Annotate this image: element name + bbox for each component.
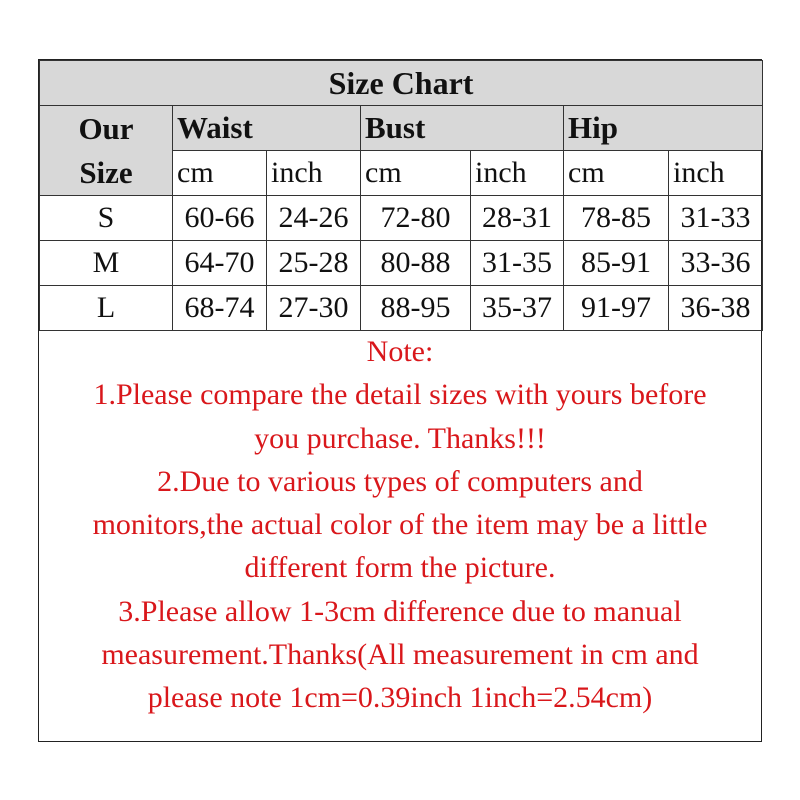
note-line: 3.Please allow 1-3cm difference due to manual — [118, 594, 682, 628]
size-label: L — [40, 286, 173, 331]
size-chart — [38, 59, 762, 742]
table-cell: 25-28 — [267, 241, 361, 286]
unit-header: cm — [173, 151, 267, 196]
note-line: 2.Due to various types of computers and — [157, 464, 643, 498]
group-header-bust: Bust — [361, 106, 564, 151]
table-cell: 33-36 — [669, 241, 763, 286]
note-line: please note 1cm=0.39inch 1inch=2.54cm) — [147, 681, 653, 715]
unit-header: cm — [564, 151, 669, 196]
table-cell: 91-97 — [564, 286, 669, 331]
table-cell: 72-80 — [361, 196, 471, 241]
unit-header: inch — [267, 151, 361, 196]
size-column-header — [40, 106, 173, 196]
size-header-line-2: Size — [79, 154, 133, 190]
size-label: S — [40, 196, 173, 241]
group-header-waist: Waist — [173, 106, 361, 151]
table-cell: 36-38 — [669, 286, 763, 331]
note-line: different form the picture. — [244, 551, 556, 585]
table-cell: 60-66 — [173, 196, 267, 241]
unit-header: inch — [669, 151, 763, 196]
group-header-hip: Hip — [564, 106, 763, 151]
table-cell: 78-85 — [564, 196, 669, 241]
table-title: Size Chart — [40, 61, 763, 106]
table-row — [40, 196, 763, 241]
table-cell: 64-70 — [173, 241, 267, 286]
notes-section — [39, 330, 761, 720]
note-line: you purchase. Thanks!!! — [254, 421, 546, 455]
table-cell: 31-35 — [471, 241, 564, 286]
table-cell: 31-33 — [669, 196, 763, 241]
size-table — [39, 60, 763, 331]
table-cell: 80-88 — [361, 241, 471, 286]
table-cell: 24-26 — [267, 196, 361, 241]
note-heading: Note: — [366, 335, 434, 368]
table-row — [40, 241, 763, 286]
table-cell: 68-74 — [173, 286, 267, 331]
unit-header: inch — [471, 151, 564, 196]
table-row — [40, 286, 763, 331]
table-cell: 35-37 — [471, 286, 564, 331]
note-line: monitors,the actual color of the item may be a little — [92, 508, 708, 542]
size-header-line-1: Our — [78, 110, 134, 146]
size-label: M — [40, 241, 173, 286]
table-cell: 28-31 — [471, 196, 564, 241]
table-cell: 88-95 — [361, 286, 471, 331]
unit-header: cm — [361, 151, 471, 196]
note-line: measurement.Thanks(All measurement in cm and — [101, 638, 699, 672]
note-line: 1.Please compare the detail sizes with yours before — [93, 378, 707, 412]
table-cell: 85-91 — [564, 241, 669, 286]
table-cell: 27-30 — [267, 286, 361, 331]
